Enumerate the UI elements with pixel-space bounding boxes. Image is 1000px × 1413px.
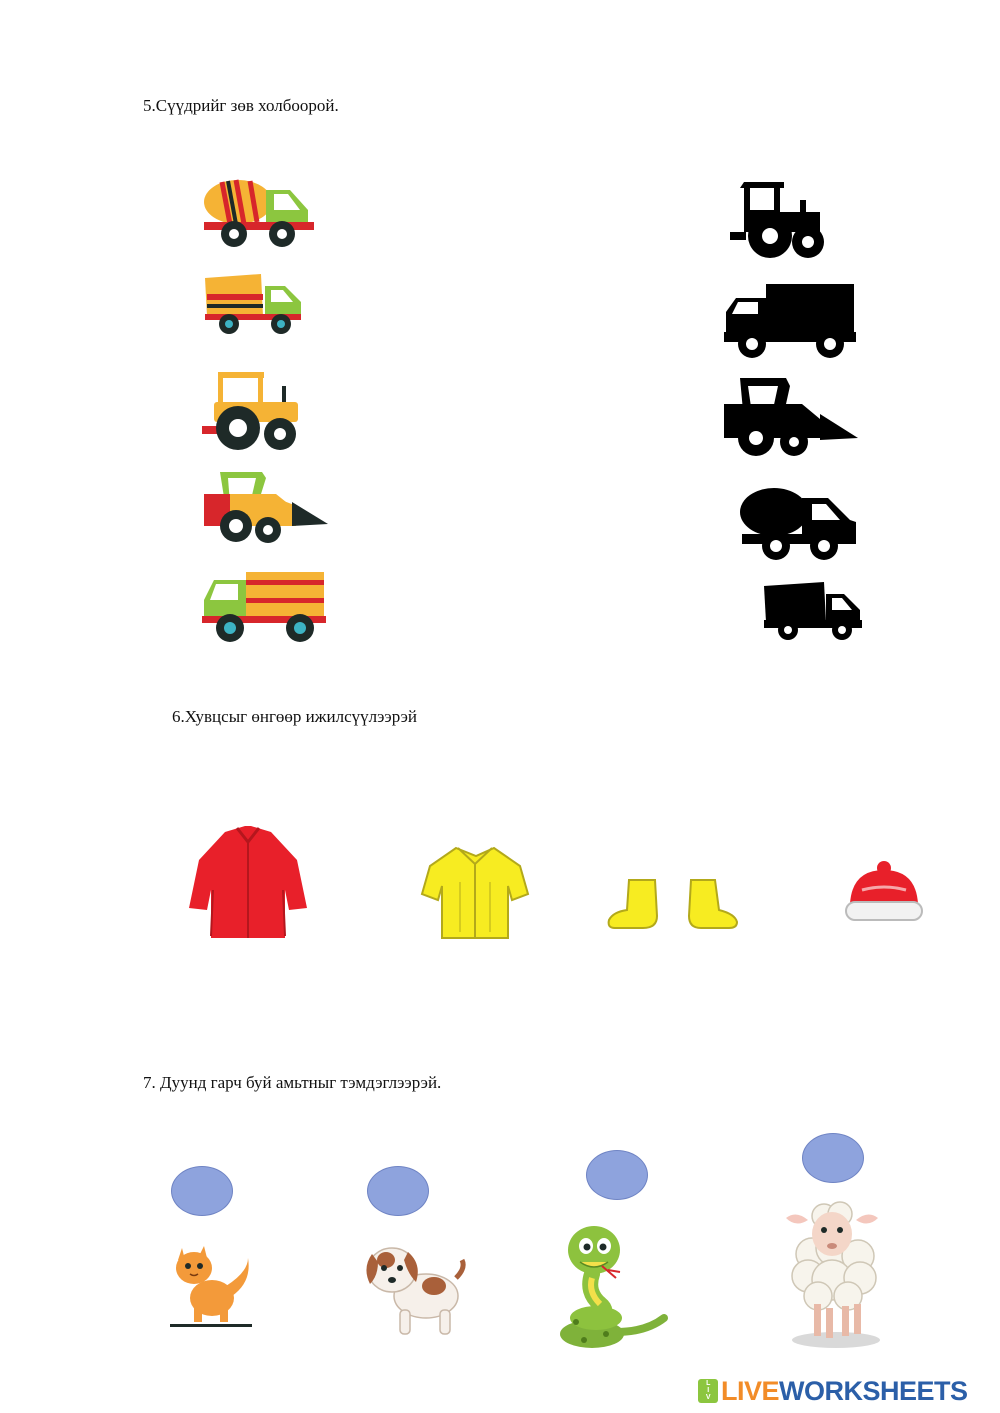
answer-oval-kitten[interactable] xyxy=(171,1166,233,1216)
question-6-title: 6.Хувцсыг өнгөөр ижилсүүлээрэй xyxy=(172,707,418,726)
brand-name: LIVEWORKSHEETS xyxy=(721,1376,968,1406)
tractor-silhouette-image xyxy=(730,178,826,260)
liveworksheets-logo xyxy=(698,1376,968,1407)
kitten-image xyxy=(168,1238,254,1330)
tractor-image xyxy=(200,368,300,452)
dump-truck-silhouette-image xyxy=(762,580,864,644)
box-truck-image xyxy=(200,570,328,646)
box-truck-silhouette-image xyxy=(722,282,858,360)
puppy-image xyxy=(362,1238,470,1340)
concrete-mixer-silhouette-image xyxy=(738,482,858,562)
live-badge-icon: L I V xyxy=(698,1379,718,1403)
answer-oval-snake[interactable] xyxy=(586,1150,648,1200)
question-5-title: 5.Сүүдрийг зөв холбоорой. xyxy=(143,96,339,115)
skid-steer-loader-image xyxy=(200,470,330,546)
answer-oval-sheep[interactable] xyxy=(802,1133,864,1183)
yellow-boots-image xyxy=(605,876,741,934)
red-hat-image xyxy=(842,860,926,924)
skid-steer-loader-silhouette-image xyxy=(722,376,862,460)
red-jacket-image xyxy=(185,820,310,948)
snake-image xyxy=(556,1222,668,1354)
yellow-shirt-image xyxy=(420,842,530,944)
sheep-image xyxy=(782,1196,886,1352)
question-7-title: 7. Дуунд гарч буй амьтныг тэмдэглээрэй. xyxy=(143,1073,442,1092)
answer-oval-puppy[interactable] xyxy=(367,1166,429,1216)
dump-truck-image xyxy=(203,272,303,336)
concrete-mixer-truck-image xyxy=(200,172,315,250)
